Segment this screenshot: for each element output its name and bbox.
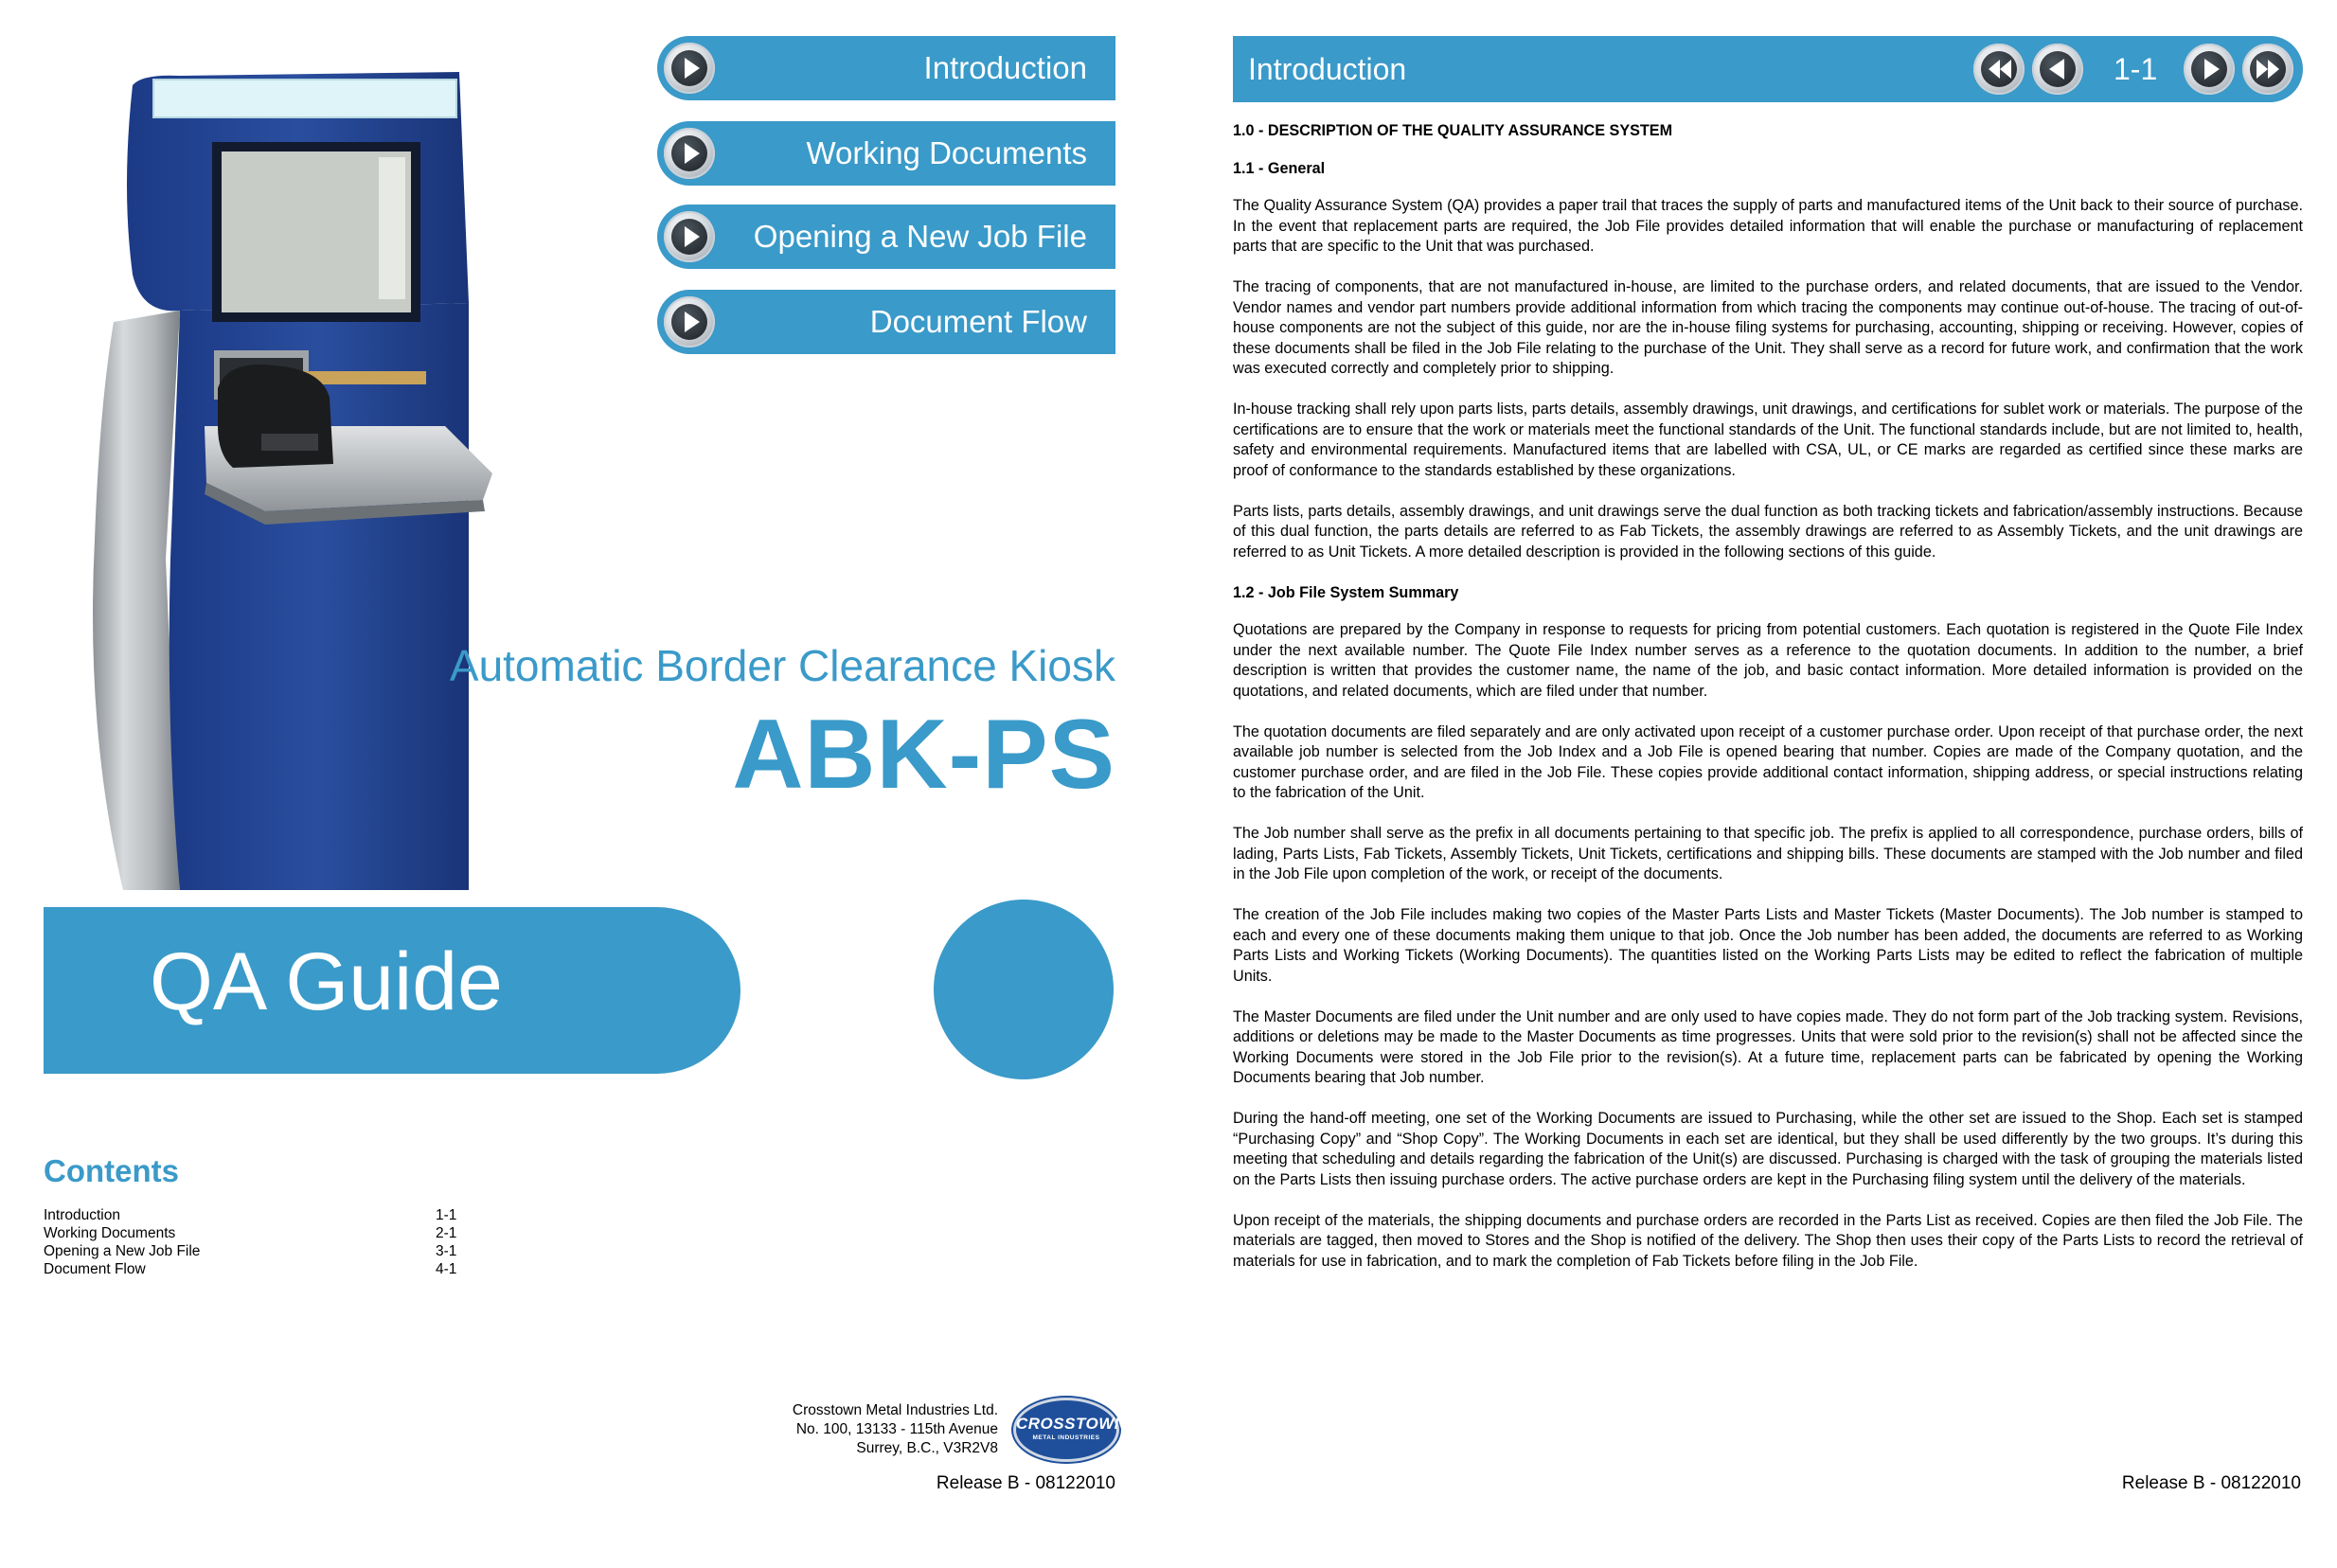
- paragraph: Upon receipt of the materials, the shipping documents and purchase orders are recorded in the Parts List as received. Copies are then filed the Job File. The materials are tagged, then moved to Stores and the Shop is notified of the delivery. The Shop then uses their copy of the Parts Lists to record the retrieval of materials for use in fabrication, and to mark the completion of Fab Tickets before filing in the Job File.: [1233, 1211, 2303, 1270]
- decorative-circle: [934, 900, 1114, 1079]
- release-label-right: Release B - 08122010: [2121, 1473, 2301, 1493]
- toc-item[interactable]: [44, 1224, 460, 1242]
- company-address: [793, 1401, 998, 1458]
- first-page-icon[interactable]: [1973, 44, 2025, 95]
- release-label-left: Release B - 08122010: [936, 1473, 1115, 1493]
- toc-page: 3-1: [436, 1243, 457, 1259]
- kiosk-image: [76, 66, 521, 900]
- paragraph: In-house tracking shall rely upon parts lists, parts details, assembly drawings, unit drawings, and certifications for sublet work or materials. The purpose of the certifications are to ensure that the work or materials meet the functional standards of the Unit. The functional standards include, but are not limited to, health, safety and environmental requirements. Manufactured items that are labelled with CSA, UL, or CE marks are regarded as certified since these marks are proof of conformance to the standards established by these organizations.: [1233, 401, 2303, 479]
- nav-button-working-documents[interactable]: [657, 121, 1115, 186]
- paragraph: The Master Documents are filed under the Unit number and are only used to have copies made. They do not form part of the Job tracking system. Revisions, additions or deletions may be made to the Master Documents as time progresses. Units that were sold prior to the revision(s) shall not be affected since the Working Documents were stored in the Job File prior to the revision(s). At a future time, replacement parts can be fabricated by opening the Working Documents bearing that Job number.: [1233, 1007, 2303, 1086]
- company-name: Crosstown Metal Industries Ltd.: [792, 1402, 998, 1418]
- page-header: [1233, 36, 2303, 102]
- table-of-contents: [44, 1206, 460, 1278]
- page-number: 1-1: [2114, 52, 2158, 86]
- document-body: [1233, 121, 2303, 1292]
- company-address-line1: No. 100, 13133 - 115th Avenue: [795, 1421, 998, 1437]
- toc-page: 4-1: [436, 1261, 457, 1277]
- toc-label: Working Documents: [44, 1225, 176, 1241]
- toc-page: 1-1: [436, 1207, 457, 1223]
- cover-subtitle: Automatic Border Clearance Kiosk: [449, 641, 1115, 690]
- next-page-icon[interactable]: [2184, 44, 2235, 95]
- nav-label: Document Flow: [869, 304, 1087, 339]
- paragraph: The creation of the Job File includes making two copies of the Master Parts Lists and Master Tickets (Master Documents). The Job number is stamped to each and every one of these documents making them unique to that job. Once the Job number has been added, the documents are referred to as Working Parts Lists and Working Tickets (Working Documents). The quantities listed on the Working Parts Lists may be edited to reflect the fabrication of multiple Units.: [1233, 906, 2303, 985]
- toc-page: 2-1: [436, 1225, 457, 1241]
- paragraph: Parts lists, parts details, assembly drawings, and unit drawings serve the dual function as both tracking tickets and fabrication/assembly instructions. Because of this dual function, the parts details are referred to as Fab Tickets, the assembly drawings are referred to as Assembly Tickets, and the unit drawings are referred to as Unit Tickets. A more detailed description is provided in the following sections of this guide.: [1233, 502, 2303, 561]
- paragraph: The Job number shall serve as the prefix in all documents pertaining to that specific job. The prefix is applied to all correspondence, purchase orders, bills of lading, Parts Lists, Fab Tickets, Assembly Tickets, Unit Tickets, certifications and shipping bills. These documents are stamped with the Job number and filed in the Job File upon completion of the work, or receipt of the documents.: [1233, 825, 2303, 882]
- section-heading: 1.0 - DESCRIPTION OF THE QUALITY ASSURANCE SYSTEM: [1233, 122, 1673, 139]
- company-address-line2: Surrey, B.C., V3R2V8: [856, 1440, 998, 1456]
- paragraph: The tracing of components, that are not manufactured in-house, are limited to the purchase orders, and related documents, that are issued to the Vendor. Vendor names and vendor part numbers provide additional information from which tracing the components may continue out-of-house. The tracing of out-of-house components are not the subject of this guide, nor are the in-house filing systems for purchasing, accounting, shipping or receiving. However, copies of these documents shall be filed in the Job File relating to the purchase of the Unit. They shall serve as a record for future work, and confirmation that the work was executed correctly and completely prior to shipping.: [1233, 278, 2303, 377]
- nav-button-document-flow[interactable]: [657, 290, 1115, 354]
- page-title: Introduction: [1248, 52, 1407, 86]
- toc-label: Opening a New Job File: [44, 1243, 201, 1259]
- subsection-heading: 1.1 - General: [1233, 159, 1326, 177]
- nav-button-opening-new-job-file[interactable]: [657, 205, 1115, 269]
- nav-button-introduction[interactable]: [657, 36, 1115, 100]
- play-icon: [664, 128, 715, 179]
- last-page-icon[interactable]: [2242, 44, 2293, 95]
- paragraph: Quotations are prepared by the Company in response to requests for pricing from potential customers. Each quotation is registered in the Quote File Index under the next available number. The Quote File Index number serves as a reference to the quotation documents. In addition to the number, a brief description is written that provides the customer name, the name of the job, and basic contact information. More detailed information is provided on the quotations, and related documents, which are filed under that number.: [1233, 621, 2303, 700]
- qa-guide-banner: [44, 907, 740, 1074]
- toc-label: Introduction: [44, 1207, 120, 1223]
- cover-title: ABK-PS: [732, 700, 1115, 810]
- contents-heading: Contents: [44, 1153, 179, 1188]
- toc-label: Document Flow: [44, 1261, 146, 1277]
- previous-page-icon[interactable]: [2032, 44, 2083, 95]
- paragraph: During the hand-off meeting, one set of the Working Documents are issued to Purchasing, while the other set are issued to the Shop. Each set is stamped “Purchasing Copy” and “Shop Copy”. The Working Documents in each set are identical, but they shall be used differently by the two groups. It’s during this meeting that scheduling and details regarding the fabrication of the Unit(s) are discussed. Purchasing is charged with the task of grouping the materials listed on the Parts Lists then issuing purchase orders. The active purchase orders are kept in the Purchasing filing system until the delivery of the materials.: [1233, 1110, 2303, 1188]
- play-icon: [664, 43, 715, 94]
- nav-label: Working Documents: [806, 135, 1087, 170]
- nav-label: Opening a New Job File: [753, 219, 1087, 254]
- crosstown-logo: CROSSTOWN METAL INDUSTRIES: [1013, 1398, 1119, 1462]
- toc-item[interactable]: [44, 1206, 460, 1224]
- play-icon: [664, 211, 715, 262]
- subsection-heading: 1.2 - Job File System Summary: [1233, 583, 1459, 601]
- toc-item[interactable]: [44, 1260, 460, 1278]
- toc-item[interactable]: [44, 1242, 460, 1260]
- play-icon: [664, 296, 715, 347]
- paragraph: The quotation documents are filed separately and are only activated upon receipt of a customer purchase order. Upon receipt of that purchase order, the next available job number is selected from the Job Index and a Job File is opened bearing that number. Copies are made of the Company quotation, and the customer purchase order, and are filed in the Job File. These copies provide additional contact information, shipping address, or special instructions relating to the fabrication of the Unit.: [1233, 722, 2303, 801]
- nav-label: Introduction: [923, 50, 1087, 85]
- paragraph: The Quality Assurance System (QA) provides a paper trail that traces the supply of parts and manufactured items of the Unit back to their source of purchase. In the event that replacement parts are required, the Job File provides detailed information that will enable the purchase or manufacturing of replacement parts that are specific to the Unit that was purchased.: [1233, 197, 2303, 255]
- qa-guide-title: QA Guide: [150, 936, 503, 1027]
